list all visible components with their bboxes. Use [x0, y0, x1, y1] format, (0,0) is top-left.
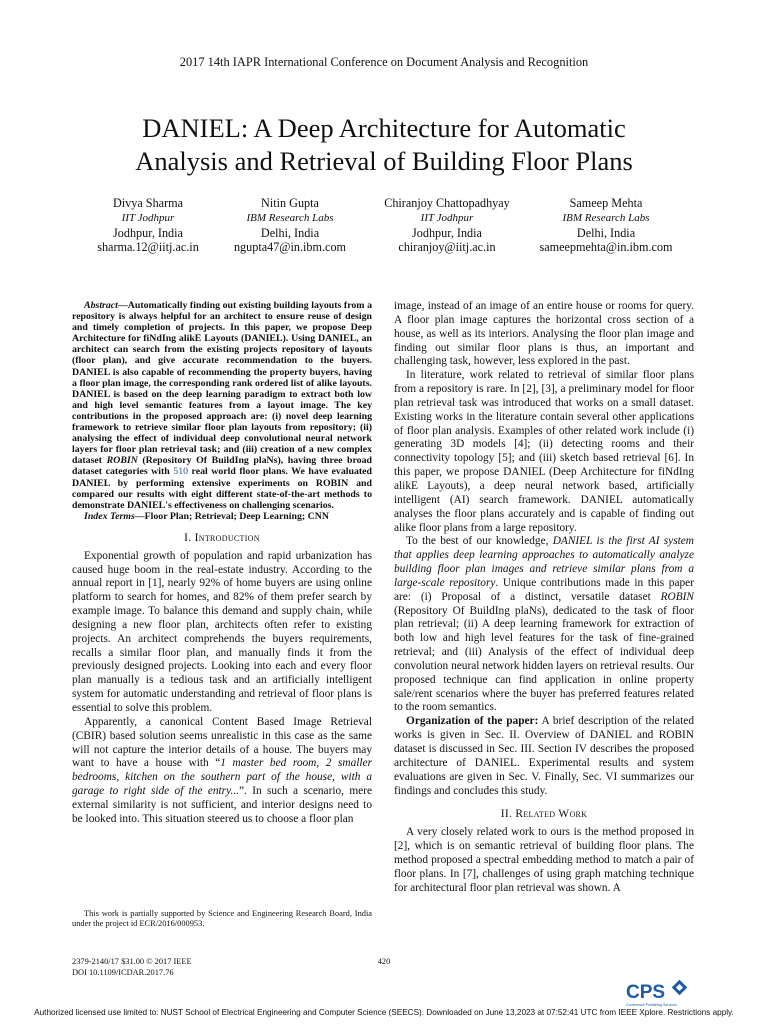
cps-logo-subtitle: Conference Publishing Services — [626, 1003, 677, 1007]
footnote: This work is partially supported by Science and Engineering Research Board, India under the project id ECR/2016/000953. — [72, 909, 372, 928]
author-name: Divya Sharma — [112, 196, 184, 210]
section-heading-related-work: II. Related Work — [500, 808, 588, 821]
paragraph: image, instead of an image of an entire house or rooms for query. A floor plan image captures the horizontal cross section of a house, as well as its interiors. Analysing the floor plan image and finding out similar floor plans is thus, an important and challenging task, however, less explored in the past. — [394, 300, 694, 368]
author-location: Delhi, India — [260, 225, 320, 240]
conference-header: 2017 14th IAPR International Conference on Document Analysis and Recognition — [179, 55, 589, 69]
author-affiliation: IIT Jodhpur — [121, 211, 175, 224]
author-email: chiranjoy@iitj.ac.in — [398, 240, 496, 255]
author-location: Delhi, India — [576, 225, 636, 240]
author-location: Jodhpur, India — [113, 225, 183, 240]
author-affiliation: IIT Jodhpur — [420, 211, 474, 224]
paragraph: To the best of our knowledge, DANIEL is the first AI system that applies deep learning approaches to automatically analyze building floor plan images and retrieve similar plans from a large-scale repository. Unique contributions made in this paper are: (i) Proposal of a distinct, versatile dataset ROBIN (Repository Of BuildIng plaNs), dedicated to the task of floor plan retrieval; (ii) A deep learning framework for extraction of both low and high level features for the task of fine-grained retrieval; and (iii) Analysis of the effect of individual deep convolution neural network hidden layers on retrieval results. Our proposed technique can find application in online property sale/rent scenarios where the buyer has preferred features related to the room semantics. — [394, 535, 694, 714]
paragraph: Apparently, a canonical Content Based Image Retrieval (CBIR) based solution seems unrealistic in this case as the same will not capture the interior details of a house. The buyers may want to have a house with “1 master bed room, 2 smaller bedrooms, kitchen on the southern part of the house, with a garage to right side of the entry...”. In such a scenario, mere external similarity is not sufficient, and interior designs need to be looked into. This situation steered us to choose a floor plan — [72, 715, 372, 825]
author-name: Chiranjoy Chattopadhyay — [384, 196, 510, 210]
paragraph: Organization of the paper: A brief description of the related works is given in Sec. II. Overview of DANIEL and ROBIN dataset is discussed in Sec. III. Section IV describes the proposed architecture of DANIEL. Experimental results and system evaluations are given in Sec. V. Finally, Sec. VI summarizes our findings and concludes this study. — [394, 715, 694, 797]
index-terms: Index Terms—Floor Plan; Retrieval; Deep Learning; CNN — [84, 510, 329, 522]
abstract-label: Abstract — [84, 300, 118, 311]
cps-logo-text: CPS — [626, 982, 666, 1003]
dataset-name: ROBIN — [106, 455, 138, 467]
authorized-use-notice: Authorized licensed use limited to: NUST School of Electrical Engineering and Computer Science (SEECS). Downloaded on June 13,2023 at 07:52:41 UTC from IEEE Xplore. Restrictions apply. — [34, 1008, 734, 1017]
paper-title — [40, 112, 728, 178]
page-number: 420 — [377, 957, 391, 966]
highlight-claim: DANIEL is the first AI system that applies deep learning approaches to automatically analyze building floor plan images and retrieve similar plans from a large-scale repository — [394, 535, 694, 589]
isbn: 2379-2140/17 $31.00 © 2017 IEEE — [72, 957, 192, 966]
author-affiliation: IBM Research Labs — [246, 211, 334, 224]
author-affiliation: IBM Research Labs — [562, 211, 650, 224]
section-heading-introduction: I. Introduction — [184, 531, 260, 544]
author-block — [516, 196, 696, 255]
title-line-2: Analysis and Retrieval of Building Floor Plans — [135, 146, 633, 176]
dataset-name: ROBIN — [660, 590, 694, 603]
author-name: Sameep Mehta — [569, 196, 643, 210]
author-block — [215, 196, 365, 255]
author-name: Nitin Gupta — [261, 196, 319, 210]
author-location: Jodhpur, India — [412, 225, 482, 240]
organization-label: Organization of the paper: — [406, 715, 539, 728]
paragraph: In literature, work related to retrieval of similar floor plans from a repository is rare. In [2], [3], a preliminary model for floor plan retrieval task was introduced that works on a small dataset. Existing works in the literature contain several other applications of floor plan analysis. Examples of other related work include (i) generating 3D models [4]; (ii) detecting rooms and their connectivity topology [5]; and (iii) sketch based retrieval [6]. In this paper, we propose DANIEL (Deep Architecture for fiNdIng alikE Layouts), a deep neural network based, artificially intelligent (AI) search framework. DANIEL automatically analyses the floor plans accurately and is capable of finding out alike floor plans from a large repository. — [394, 369, 694, 534]
title-line-1: DANIEL: A Deep Architecture for Automatic — [142, 113, 626, 143]
right-column — [394, 300, 694, 895]
left-column — [72, 300, 372, 827]
paragraph: Exponential growth of population and rapid urbanization has caused huge boom in the real-estate industry. According to the annual report in [1], nearly 92% of home buyers are using online platform to search for homes, and 82% of them prefer search by example image. To balance this demand and supply chain, while designing a new floor plan, architects often refer to existing projects. An architect comprehends the buyers requirements, recalls a similar floor plan, and manually finds it from the previously designed projects. Looking into each and every floor plan manually is a tedious task and an artificially intelligent system for automatic understanding and retrieval of floor plans is essential to solve this problem. — [72, 549, 372, 714]
author-email: ngupta47@in.ibm.com — [233, 240, 347, 255]
author-block — [78, 196, 218, 255]
paragraph: A very closely related work to ours is the method proposed in [2], which is on semantic retrieval of building floor plans. The method proposed a spectral embedding method to match a pair of floor plans. In [7], challenges of using graph matching technique for architectural floor plan retrieval was shown. A — [394, 826, 694, 894]
footer-publication-info — [72, 956, 312, 978]
abstract: Abstract—Automatically finding out existing building layouts from a repository is always helpful for an architect to ensure reuse of design and timely completion of projects. In this paper, we propose Deep Architecture for fiNdIng alikE Layouts (DANIEL). Using DANIEL, an architect can search from the existing projects repository of layouts (floor plan), and give accurate recommendation to the buyers. DANIEL is also capable of recommending the property buyers, having a floor plan image, the corresponding rank ordered list of alike layouts. DANIEL is based on the deep learning paradigm to extract both low and high level semantic features from a layout image. The key contributions in the proposed approach are: (i) novel deep learning framework to retrieve similar floor plan layouts from repository; (ii) analysing the effect of individual deep convolutional neural network layers for floor plan retrieval task; and (iii) creation of a new complex dataset ROBIN (Repository Of BuildIng plaNs), having three broad dataset categories with 510 real world floor plans. We have evaluated DANIEL by performing extensive experiments on ROBIN and compared our results with eight different state-of-the-art methods to demonstrate DANIEL's effectiveness on challenging scenarios. — [72, 300, 372, 511]
index-terms-label: Index Terms — [84, 510, 135, 522]
author-block — [352, 196, 542, 255]
example-query: 1 master bed room, 2 smaller bedrooms, kitchen on the southern part of the house, with a garage to right side of the entry... — [72, 757, 372, 798]
cps-logo — [624, 978, 690, 1008]
author-email: sharma.12@iitj.ac.in — [97, 240, 199, 255]
author-email: sameepmehta@in.ibm.com — [539, 240, 673, 255]
doi: DOI 10.1109/ICDAR.2017.76 — [72, 968, 174, 977]
floor-plan-count: 510 — [173, 466, 189, 478]
